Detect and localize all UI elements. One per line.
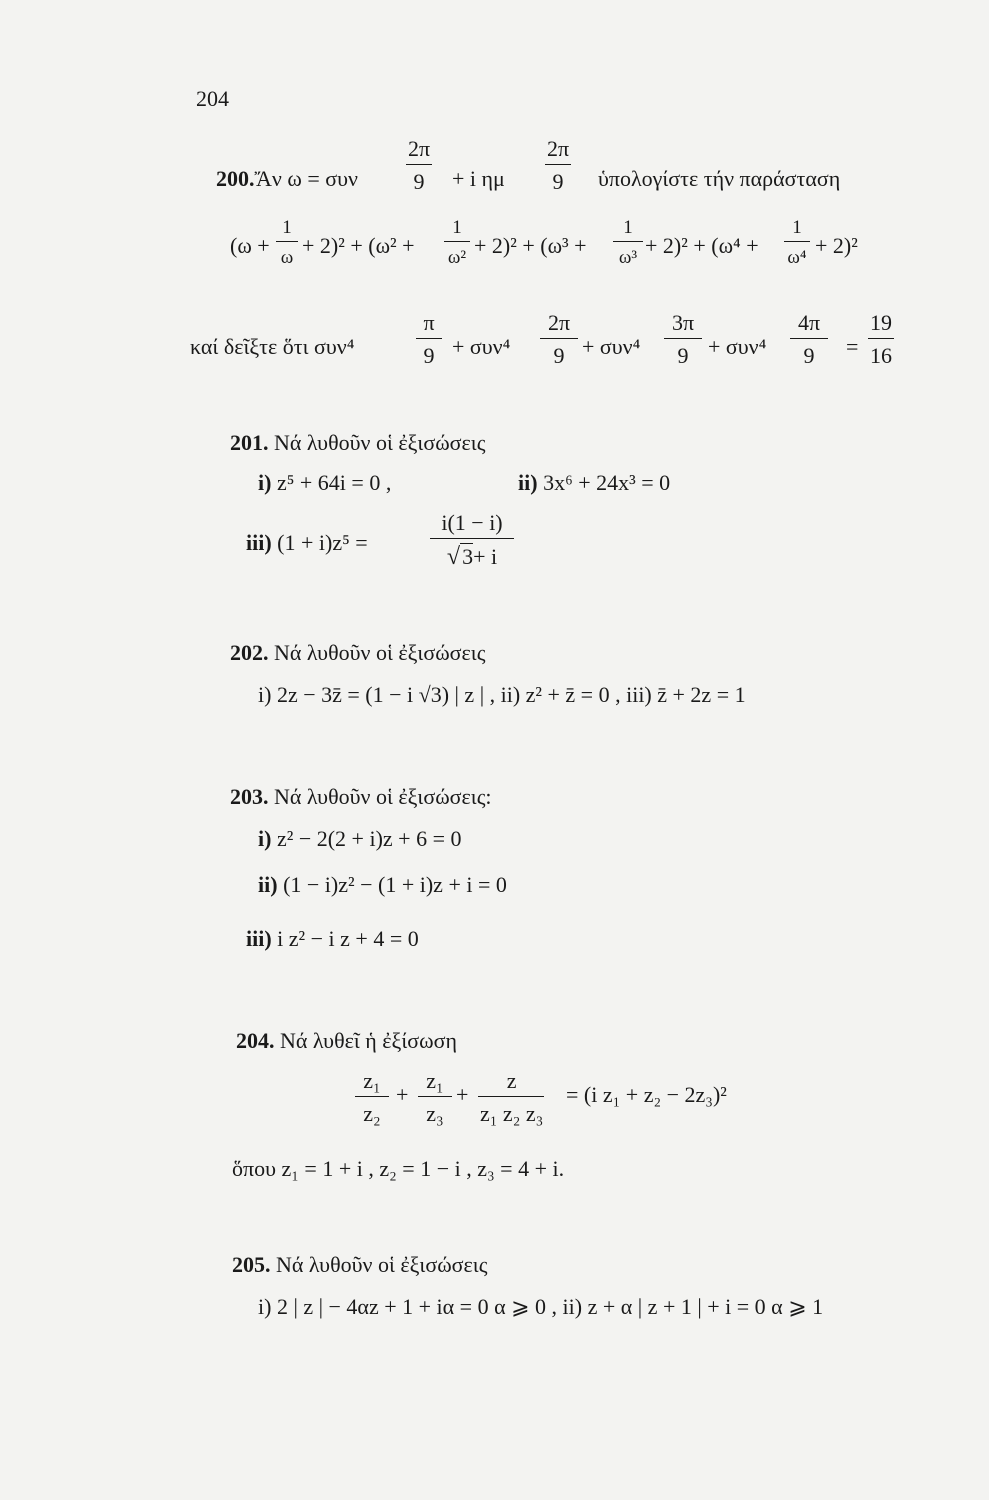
fraction: 4π 9 <box>790 312 828 367</box>
expr-term: + 2)² <box>815 233 858 258</box>
expr-term: + 2)² + (ω⁴ + <box>645 233 759 258</box>
page-number: 204 <box>196 86 229 111</box>
fraction: 1 ω⁴ <box>784 218 810 267</box>
fraction: 2π 9 <box>408 136 431 194</box>
fraction: 1 ω² <box>444 218 470 267</box>
equation-line: i) 2 | z | − 4αz + 1 + iα = 0 α ⩾ 0 , ii) z + α | z + 1 | + i = 0 α ⩾ 1 <box>258 1294 824 1319</box>
plus-sign: + <box>456 1082 469 1107</box>
where-line: ὅπου z₁ = 1 + i , z₂ = 1 − i , z₃ = 4 + i. <box>232 1156 565 1181</box>
exercise-number: 203. <box>230 784 269 809</box>
item-label: ii) <box>258 872 278 897</box>
fraction: i(1 − i) √3+ i <box>430 512 514 569</box>
exercise-number: 205. <box>232 1252 271 1277</box>
intro-text-c: ὑπολογίστε τήν παράσταση <box>598 166 841 191</box>
fraction: 1 ω <box>276 218 298 267</box>
show-text-c: + συν⁴ <box>582 334 641 359</box>
item-label: iii) <box>246 530 272 555</box>
item-label: i) <box>258 470 272 495</box>
exercise-heading: Νά λυθεῖ ἡ ἐξίσωση <box>280 1028 457 1053</box>
exercise-heading: Νά λυθοῦν οἱ ἐξισώσεις: <box>274 784 492 809</box>
fraction: 2π 9 <box>540 312 578 367</box>
exercise-heading: Νά λυθοῦν οἱ ἐξισώσεις <box>274 430 486 455</box>
expr-term: (ω + <box>230 233 270 258</box>
expr-term: + 2)² + (ω² + <box>302 233 415 258</box>
equation: i z² − i z + 4 = 0 <box>277 926 419 951</box>
fraction: 1 ω³ <box>613 218 643 267</box>
show-text-a: καί δεῖξτε ὅτι συν⁴ <box>190 334 355 359</box>
exercise-heading: Νά λυθοῦν οἱ ἐξισώσεις <box>276 1252 488 1277</box>
fraction: π 9 <box>416 312 442 367</box>
expr-term: + 2)² + (ω³ + <box>474 233 587 258</box>
exercise-number: 202. <box>230 640 269 665</box>
fraction: 3π 9 <box>664 312 702 367</box>
exercise-number: 204. <box>236 1028 275 1053</box>
exercise-number: 200. <box>216 166 255 191</box>
show-text-b: + συν⁴ <box>452 334 511 359</box>
equals-sign: = <box>846 334 859 359</box>
exercise-number: 201. <box>230 430 269 455</box>
equation: (1 − i)z² − (1 + i)z + i = 0 <box>283 872 507 897</box>
fraction: z z₁ z₂ z₃ <box>480 1068 544 1126</box>
fraction: z₁ z₂ <box>355 1070 389 1125</box>
fraction: z₁ z₃ <box>418 1070 452 1125</box>
equation-rhs: = (i z₁ + z₂ − 2z₃)² <box>566 1082 727 1107</box>
equation: (1 + i)z⁵ = <box>277 530 368 555</box>
exercise-heading: Νά λυθοῦν οἱ ἐξισώσεις <box>274 640 486 665</box>
plus-sign: + <box>396 1082 409 1107</box>
item-label: ii) <box>518 470 538 495</box>
show-text-d: + συν⁴ <box>708 334 767 359</box>
intro-text-b: + i ημ <box>452 166 505 191</box>
intro-text-a: Ἄν ω = συν <box>254 166 358 191</box>
fraction: 2π 9 <box>547 136 570 194</box>
fraction: 19 16 <box>870 310 892 368</box>
item-label: i) <box>258 826 272 851</box>
equation: 3x⁶ + 24x³ = 0 <box>543 470 671 495</box>
equation: z⁵ + 64i = 0 , <box>276 470 392 495</box>
item-label: iii) <box>246 926 272 951</box>
equation-line: i) 2z − 3z̄ = (1 − i √3) | z | , ii) z² + z̄ = 0 , iii) z̄ + 2z = 1 <box>258 682 746 707</box>
equation: z² − 2(2 + i)z + 6 = 0 <box>276 826 462 851</box>
